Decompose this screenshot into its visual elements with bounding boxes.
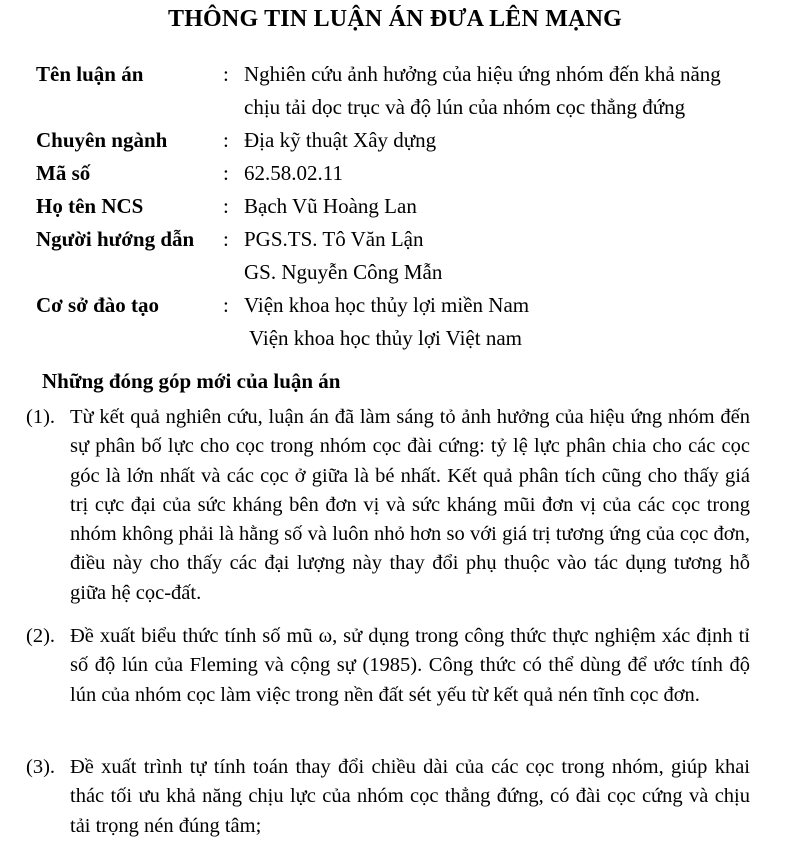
colon: : — [223, 161, 229, 185]
contribution-text: Từ kết quả nghiên cứu, luận án đã làm sáng tỏ ảnh hưởng của hiệu ứng nhóm đến sự phân bố lực cho cọc trong nhóm cọc đài cứng: tỷ lệ lực phân chia cho các cọc góc là lớn nhất và các cọc ở giữa là bé nhất. Kết quả phân tích cũng cho thấy giá trị cực đại của sức kháng bên đơn vị và sức kháng mũi đơn vị của các cọc trong nhóm không phải là hằng số và luôn nhỏ hơn so với giá trị tương ứng của cọc đơn, điều này cho thấy các đại lượng này thay đổi phụ thuộc vào tác dụng tương hỗ giữa hệ cọc-đất. — [70, 406, 750, 604]
contribution-text: Đề xuất trình tự tính toán thay đổi chiều dài của các cọc trong nhóm, giúp khai thác tối ưu khả năng chịu lực của nhóm cọc thẳng đứng, có đài cọc cứng và chịu tải trọng nén đúng tâm; — [70, 756, 750, 837]
thesis-name-row — [36, 58, 776, 124]
institution-name: Viện khoa học thủy lợi miền Nam — [244, 293, 530, 317]
thesis-name-label: Tên luận án — [36, 62, 144, 86]
contribution-number: (2). — [26, 625, 56, 647]
colon: : — [223, 62, 229, 86]
advisor-name: PGS.TS. Tô Văn Lận — [244, 227, 424, 251]
thesis-name-value — [244, 58, 776, 124]
thesis-info — [36, 58, 776, 355]
major-value: Địa kỹ thuật Xây dựng — [244, 128, 437, 152]
candidate-value: Bạch Vũ Hoàng Lan — [244, 194, 417, 218]
thesis-name-line: chịu tải dọc trục và độ lún của nhóm cọc thẳng đứng — [244, 95, 686, 119]
contribution-item — [26, 753, 750, 841]
advisors-label: Người hướng dẫn — [36, 227, 195, 251]
contribution-item — [26, 622, 750, 710]
page-title: THÔNG TIN LUẬN ÁN ĐƯA LÊN MẠNG — [167, 6, 623, 32]
contribution-number: (1). — [26, 406, 56, 428]
code-label: Mã số — [36, 161, 91, 185]
colon: : — [223, 128, 229, 152]
contributions-heading: Những đóng góp mới của luận án — [42, 369, 341, 393]
contribution-text: Đề xuất biểu thức tính số mũ ω, sử dụng trong công thức thực nghiệm xác định tỉ số độ lún của Fleming và cộng sự (1985). Công thức có thể dùng để ước tính độ lún của nhóm cọc làm việc trong nền đất sét yếu từ kết quả nén tĩnh cọc đơn. — [70, 625, 750, 706]
institution-label: Cơ sở đào tạo — [36, 293, 160, 317]
thesis-name-line: Nghiên cứu ảnh hưởng của hiệu ứng nhóm đến khả năng — [244, 62, 721, 86]
colon: : — [223, 227, 229, 251]
institution-row — [36, 289, 776, 355]
major-row — [36, 124, 776, 157]
colon: : — [223, 194, 229, 218]
advisors-row — [36, 223, 776, 289]
contribution-number: (3). — [26, 756, 56, 778]
contribution-item — [26, 403, 750, 608]
major-label: Chuyên ngành — [36, 128, 168, 152]
institution-name: Viện khoa học thủy lợi Việt nam — [249, 326, 522, 350]
candidate-row — [36, 190, 776, 223]
code-row — [36, 157, 776, 190]
colon: : — [223, 293, 229, 317]
advisor-name: GS. Nguyễn Công Mẫn — [244, 260, 443, 284]
code-value: 62.58.02.11 — [244, 161, 343, 185]
candidate-label: Họ tên NCS — [36, 194, 144, 218]
